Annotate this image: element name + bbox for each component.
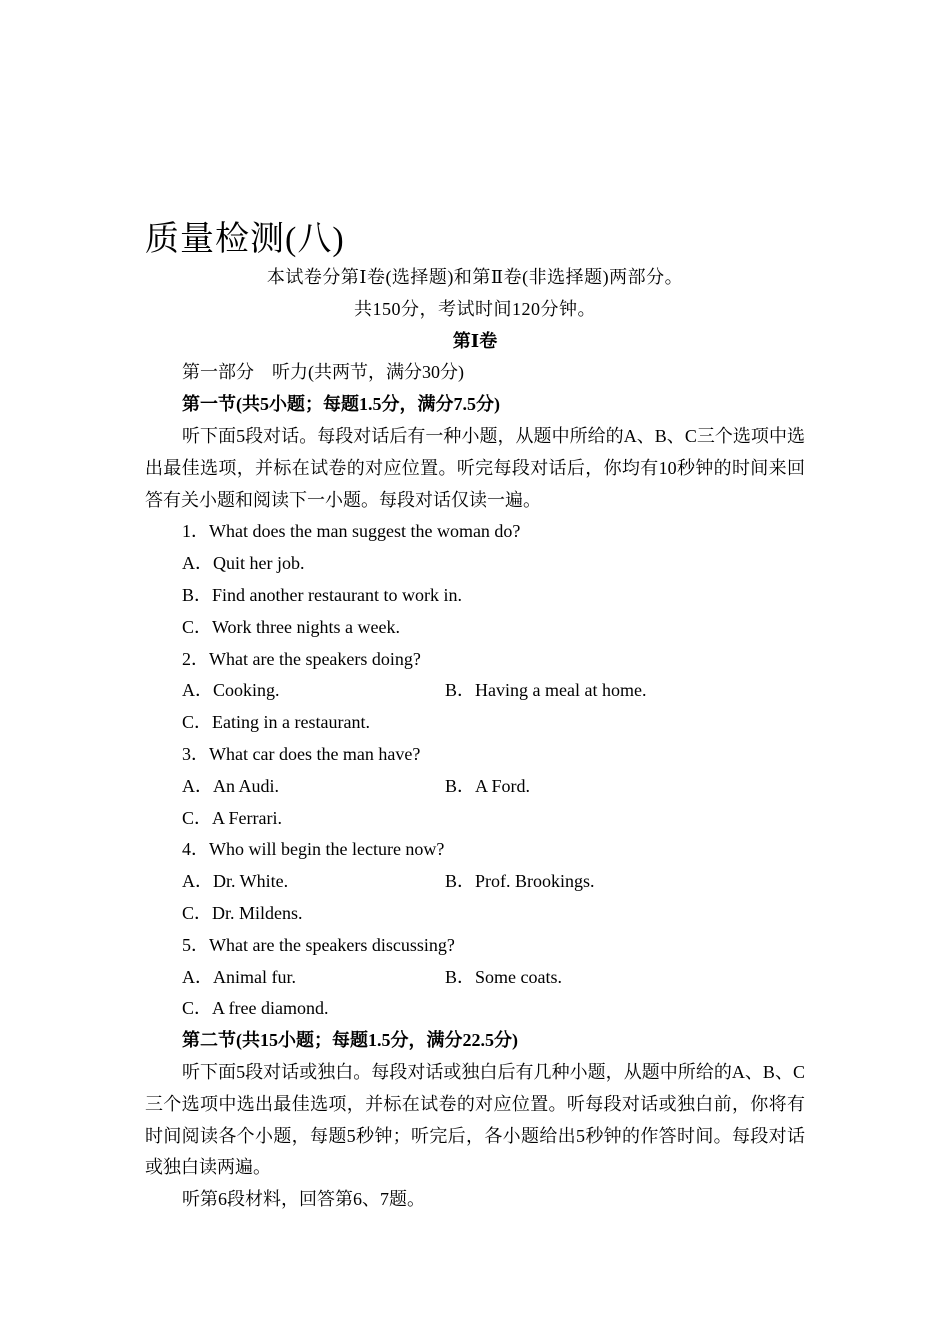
exam-page xyxy=(145,218,805,1216)
question-2 xyxy=(145,644,805,739)
option-row xyxy=(145,866,805,898)
option-row xyxy=(145,771,805,803)
question-text: 3．What car does the man have? xyxy=(182,743,421,764)
exam-structure-note: 本试卷分第Ⅰ卷(选择题)和第Ⅱ卷(非选择题)两部分。 xyxy=(266,267,684,287)
option-a: A．Dr. White. xyxy=(182,871,289,892)
option-row xyxy=(145,962,805,994)
option-a: A．An Audi. xyxy=(182,775,280,796)
option-c: C．A Ferrari. xyxy=(182,807,282,828)
option-c: C．Dr. Mildens. xyxy=(182,902,303,923)
option-b: B．A Ford. xyxy=(445,775,531,796)
option-c: C．Work three nights a week. xyxy=(182,616,400,637)
question-text: 2．What are the speakers doing? xyxy=(182,648,421,669)
question-5 xyxy=(145,930,805,1025)
section2-instructions: 听下面5段对话或独白。每段对话或独白后有几种小题，从题中所给的A、B、C三个选项中选出最佳选项，并标在试卷的对应位置。听每段对话或独白前，你将有时间阅读各个小题，每题5秒钟；听完后，各小题给出5秒钟的作答时间。每段对话或独白读两遍。 xyxy=(145,1061,805,1178)
question-text: 1．What does the man suggest the woman do? xyxy=(182,521,521,542)
option-b: B．Prof. Brookings. xyxy=(445,871,595,892)
option-c: C．Eating in a restaurant. xyxy=(182,712,370,733)
option-row xyxy=(145,675,805,707)
part1-heading: 第一部分 听力(共两节，满分30分) xyxy=(182,362,464,383)
option-a: A．Quit her job. xyxy=(182,553,305,574)
option-a: A．Cooking. xyxy=(182,680,280,701)
option-b: B．Some coats. xyxy=(445,966,562,987)
option-c: C．A free diamond. xyxy=(182,998,329,1019)
option-b: B．Find another restaurant to work in. xyxy=(182,584,462,605)
option-b: B．Having a meal at home. xyxy=(445,680,647,701)
page-title: 质量检测(八) xyxy=(145,221,345,258)
question-1 xyxy=(145,516,805,643)
question-4 xyxy=(145,834,805,929)
volume-heading: 第Ⅰ卷 xyxy=(452,330,498,351)
option-a: A．Animal fur. xyxy=(182,966,296,987)
question-text: 4．Who will begin the lecture now? xyxy=(182,839,445,860)
exam-score-time-note: 共150分，考试时间120分钟。 xyxy=(354,298,596,319)
section1-heading: 第一节(共5小题；每题1.5分，满分7.5分) xyxy=(182,394,500,415)
question-text: 5．What are the speakers discussing? xyxy=(182,934,455,955)
material-note: 听第6段材料，回答第6、7题。 xyxy=(182,1189,425,1210)
section1-instructions: 听下面5段对话。每段对话后有一种小题，从题中所给的A、B、C三个选项中选出最佳选项，并标在试卷的对应位置。听完每段对话后，你均有10秒钟的时间来回答有关小题和阅读下一小题。每段对话仅读一遍。 xyxy=(145,425,805,510)
section2-heading: 第二节(共15小题；每题1.5分，满分22.5分) xyxy=(182,1030,518,1051)
question-3 xyxy=(145,739,805,834)
